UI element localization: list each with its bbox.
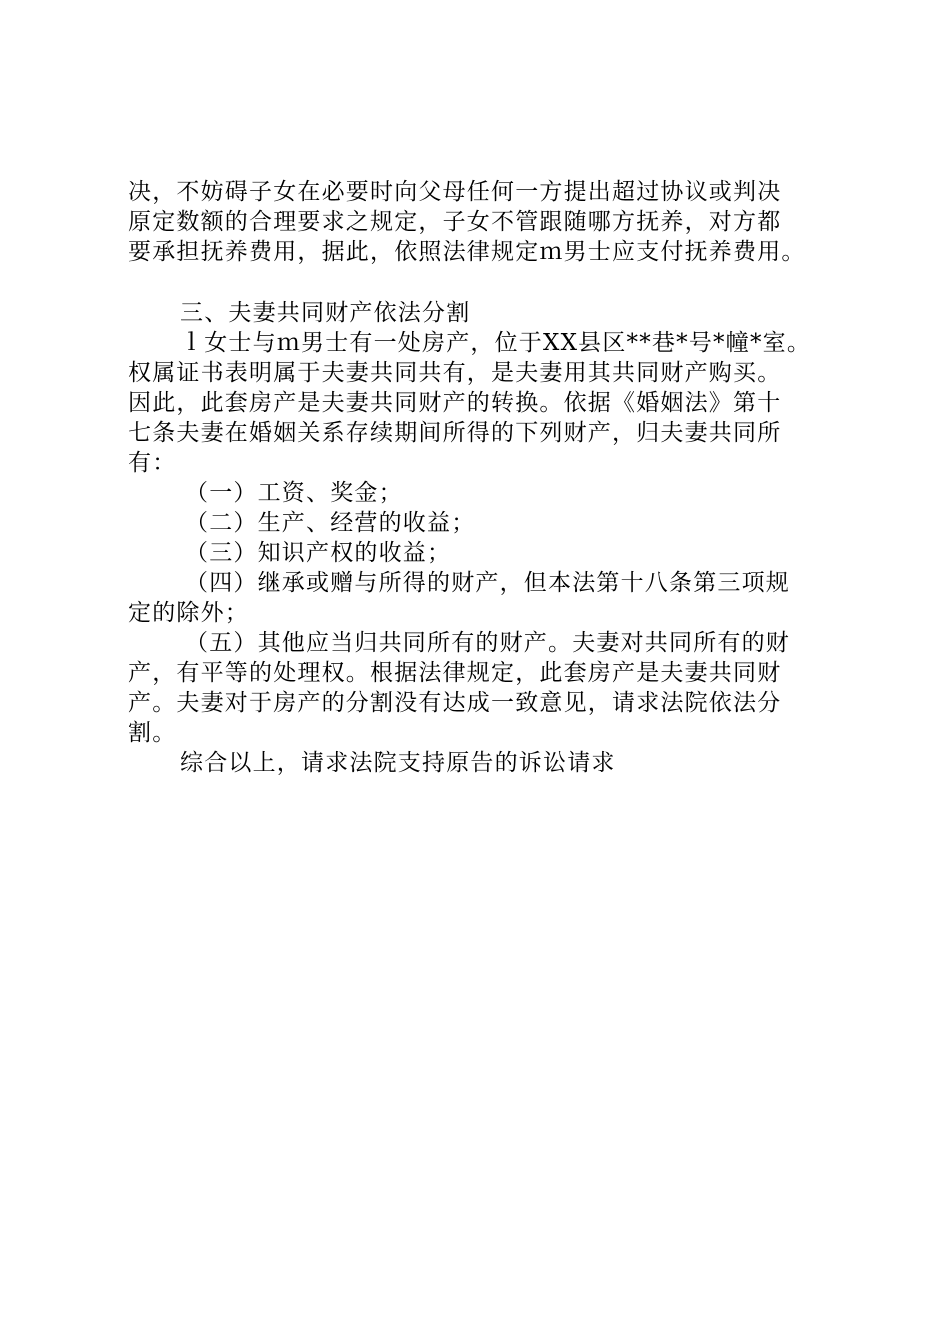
text-line: 权属证书表明属于夫妻共同共有，是夫妻用其共同财产购买。 <box>128 360 782 386</box>
text-line: 有： <box>128 450 177 476</box>
text-line: 原定数额的合理要求之规定，子女不管跟随哪方抚养，对方都 <box>128 209 782 235</box>
text-line: ｌ女士与ｍ男士有一处房产，位于XX县区**巷*号*幢*室。 <box>180 330 812 356</box>
list-item: （四）继承或赠与所得的财产，但本法第十八条第三项规 <box>185 570 790 596</box>
section-property-division <box>128 298 840 778</box>
text-line: 决，不妨碍子女在必要时向父母任何一方提出超过协议或判决 <box>128 179 782 205</box>
list-item-continuation: 产，有平等的处理权。根据法律规定，此套房产是夫妻共同财 <box>128 660 782 686</box>
text-line: 因此，此套房产是夫妻共同财产的转换。依据《婚姻法》第十 <box>128 390 782 416</box>
list-item: （一）工资、奖金； <box>185 480 403 506</box>
list-item-continuation: 割。 <box>128 720 177 746</box>
list-item-continuation: 产。夫妻对于房产的分割没有达成一致意见，请求法院依法分 <box>128 690 782 716</box>
list-item: （五）其他应当归共同所有的财产。夫妻对共同所有的财 <box>185 630 790 656</box>
text-line: 七条夫妻在婚姻关系存续期间所得的下列财产，归夫妻共同所 <box>128 420 782 446</box>
conclusion-line: 综合以上，请求法院支持原告的诉讼请求 <box>180 750 616 776</box>
text-line: 要承担抚养费用，据此，依照法律规定ｍ男士应支付抚养费用。 <box>128 239 806 265</box>
list-item: （二）生产、经营的收益； <box>185 510 476 536</box>
section-heading: 三、夫妻共同财产依法分割 <box>180 300 471 326</box>
continuation-paragraph <box>128 177 840 267</box>
list-item: （三）知识产权的收益； <box>185 540 452 566</box>
list-item-continuation: 定的除外； <box>128 600 249 626</box>
